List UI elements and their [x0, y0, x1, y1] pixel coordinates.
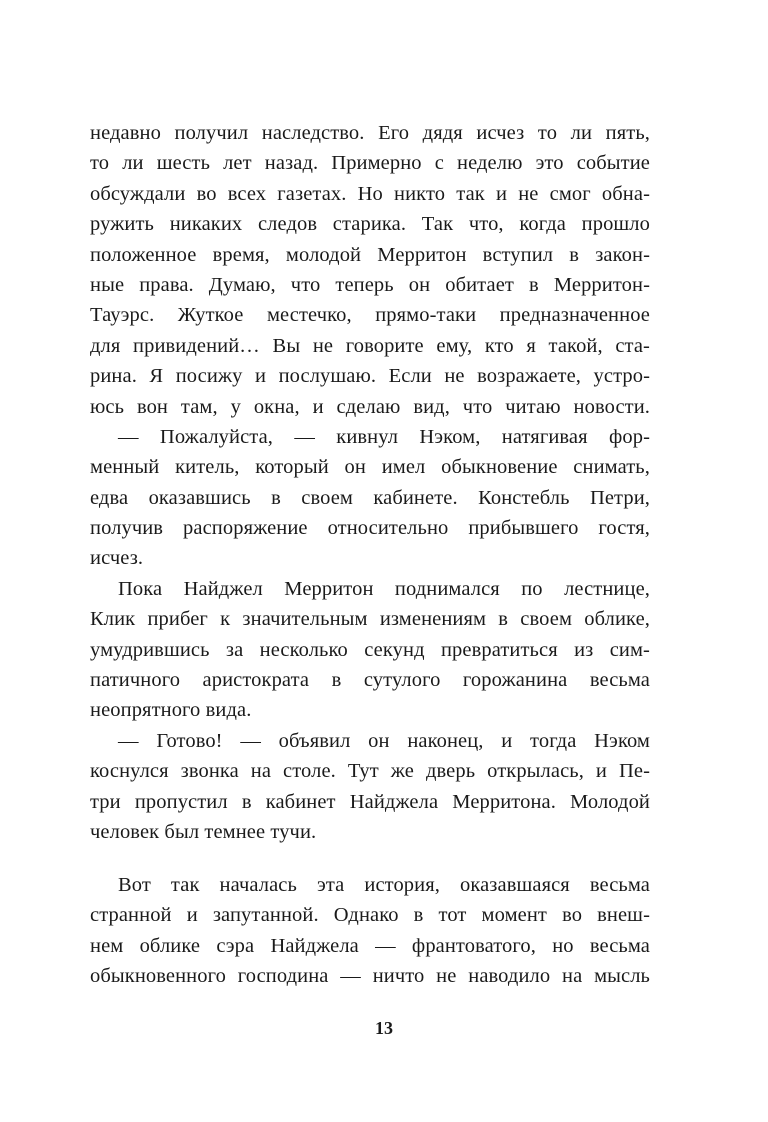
paragraph-5-line-3: нем облике сэра Найджела — франтоватого, но весьма — [90, 934, 650, 957]
paragraph-3-line-3: умудрившись за несколько секунд превратиться из сим- — [90, 638, 650, 661]
paragraph-5-line-1: Вот так началась эта история, оказавшаяся весьма — [118, 874, 650, 896]
paragraph-3-line-1: Пока Найджел Мерритон поднимался по лестнице, — [118, 577, 650, 600]
paragraph-3-line-4: патичного аристократа в сутулого горожанина весьма — [90, 669, 650, 692]
paragraph-1-line-5: положенное время, молодой Мерритон вступил в закон- — [90, 243, 650, 266]
paragraph-2-line-2: менный китель, который он имел обыкновение снимать, — [90, 456, 650, 479]
paragraph-5-line-4: обыкновенного господина — ничто не наводило на мысль — [90, 965, 650, 988]
paragraph-1-line-1: недавно получил наследство. Его дядя исчез то ли пять, — [90, 122, 650, 144]
main-text-block — [90, 118, 650, 847]
paragraph-2-line-1: — Пожалуйста, — кивнул Нэком, натягивая фор- — [118, 425, 650, 448]
paragraph-4-line-4: человек был темнее тучи. — [90, 820, 317, 843]
paragraph-4-line-1: — Готово! — объявил он наконец, и тогда Нэком — [118, 729, 650, 752]
paragraph-3-line-5: неопрятного вида. — [90, 699, 252, 722]
paragraph-2-line-5: исчез. — [90, 547, 144, 570]
paragraph-1-line-3: обсуждали во всех газетах. Но никто так и не смог обна- — [90, 182, 650, 205]
paragraph-2-line-3: едва оказавшись в своем кабинете. Констебль Петри, — [90, 486, 650, 509]
paragraph-1-line-10: юсь вон там, у окна, и сделаю вид, что читаю новости. — [90, 395, 650, 418]
section-text-block — [90, 870, 650, 992]
paragraph-1-line-6: ные права. Думаю, что теперь он обитает в Мерритон- — [90, 273, 650, 296]
paragraph-3-line-2: Клик прибег к значительным изменениям в своем облике, — [90, 608, 650, 631]
paragraph-1-line-2: то ли шесть лет назад. Примерно с неделю это событие — [90, 152, 650, 175]
paragraph-4-line-3: три пропустил в кабинет Найджела Мерритона. Молодой — [90, 790, 650, 813]
paragraph-5-line-2: странной и запутанной. Однако в тот момент во внеш- — [90, 904, 650, 927]
paragraph-2-line-4: получив распоряжение относительно прибывшего гостя, — [90, 517, 650, 540]
paragraph-1-line-8: для привидений… Вы не говорите ему, кто я такой, ста- — [90, 334, 650, 357]
page-number: 13 — [375, 1018, 393, 1038]
paragraph-1-line-9: рина. Я посижу и послушаю. Если не возражаете, устро- — [90, 365, 650, 388]
paragraph-1-line-4: ружить никаких следов старика. Так что, когда прошло — [90, 213, 650, 236]
paragraph-1-line-7: Тауэрс. Жуткое местечко, прямо-таки предназначенное — [90, 304, 650, 327]
paragraph-4-line-2: коснулся звонка на столе. Тут же дверь открылась, и Пе- — [90, 760, 650, 783]
